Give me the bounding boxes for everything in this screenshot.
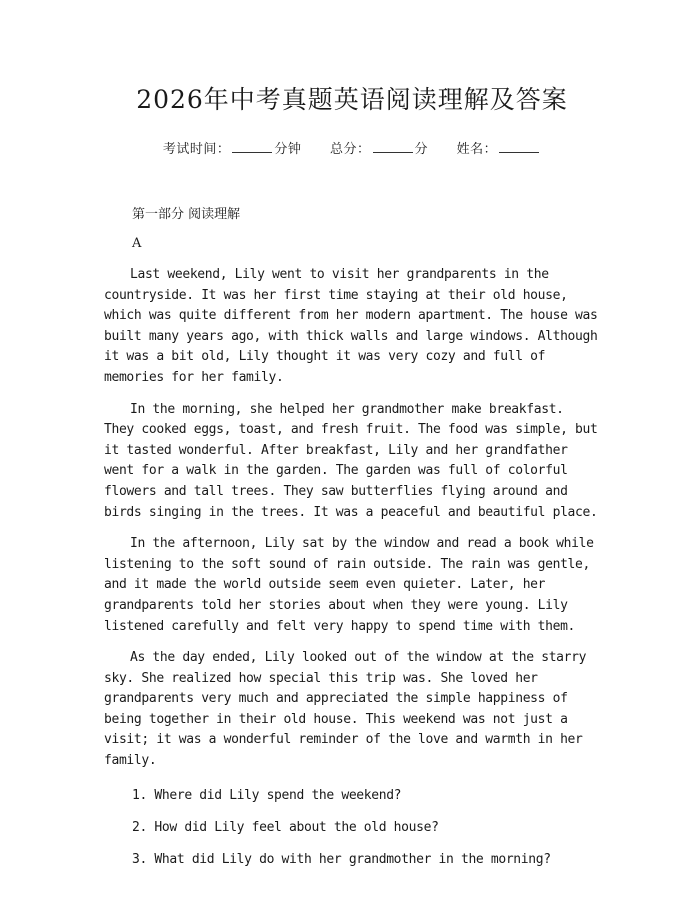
question-list xyxy=(132,786,600,870)
exam-meta xyxy=(104,138,600,157)
score-blank[interactable] xyxy=(373,140,413,153)
time-label: 考试时间： xyxy=(162,142,231,157)
page-title: 2026年中考真题英语阅读理解及答案 xyxy=(136,85,568,114)
name-label: 姓名： xyxy=(456,142,498,157)
section-title: 第一部分 阅读理解 xyxy=(132,207,241,222)
passage-paragraph-1: Last weekend, Lily went to visit her grandparents in the countryside. It was her first time staying at their old house, which was quite different from her modern apartment. The house was built many years ago, with thick walls and large windows. Although it was a bit old, Lily thought it was very cozy and full of memories for her family. xyxy=(104,267,598,385)
time-blank[interactable] xyxy=(232,140,272,153)
name-field xyxy=(457,138,542,157)
score-label: 总分： xyxy=(329,142,371,157)
passage-paragraph-4: As the day ended, Lily looked out of the window at the starry sky. She realized how special this trip was. She loved her grandparents very much and appreciated the simple happiness of being together in their old house. This weekend was not just a visit; it was a wonderful reminder of the love and warmth in her family. xyxy=(104,650,587,769)
score-field xyxy=(330,138,428,157)
question-2: 2. How did Lily feel about the old house? xyxy=(132,819,439,835)
passage-label: A xyxy=(132,236,142,251)
passage-paragraph-2: In the morning, she helped her grandmother make breakfast. They cooked eggs, toast, and fresh fruit. The food was simple, but it tasted wonderful. After breakfast, Lily and her grandfather went for a walk in the garden. The garden was full of colorful flowers and tall trees. They saw butterflies flying around and birds singing in the trees. It was a peaceful and beautiful place. xyxy=(104,401,598,520)
question-1: 1. Where did Lily spend the weekend? xyxy=(132,787,402,803)
score-unit: 分 xyxy=(414,142,429,157)
question-3: 3. What did Lily do with her grandmother in the morning? xyxy=(132,851,551,867)
time-unit: 分钟 xyxy=(274,142,302,157)
time-field xyxy=(163,138,302,157)
passage-paragraph-3: In the afternoon, Lily sat by the window and read a book while listening to the soft sound of rain outside. The rain was gentle, and it made the world outside seem even quieter. Later, her grandparents told her stories about when they were young. Lily listened carefully and felt very happy to spend time with them. xyxy=(104,536,594,634)
name-blank[interactable] xyxy=(499,140,539,153)
